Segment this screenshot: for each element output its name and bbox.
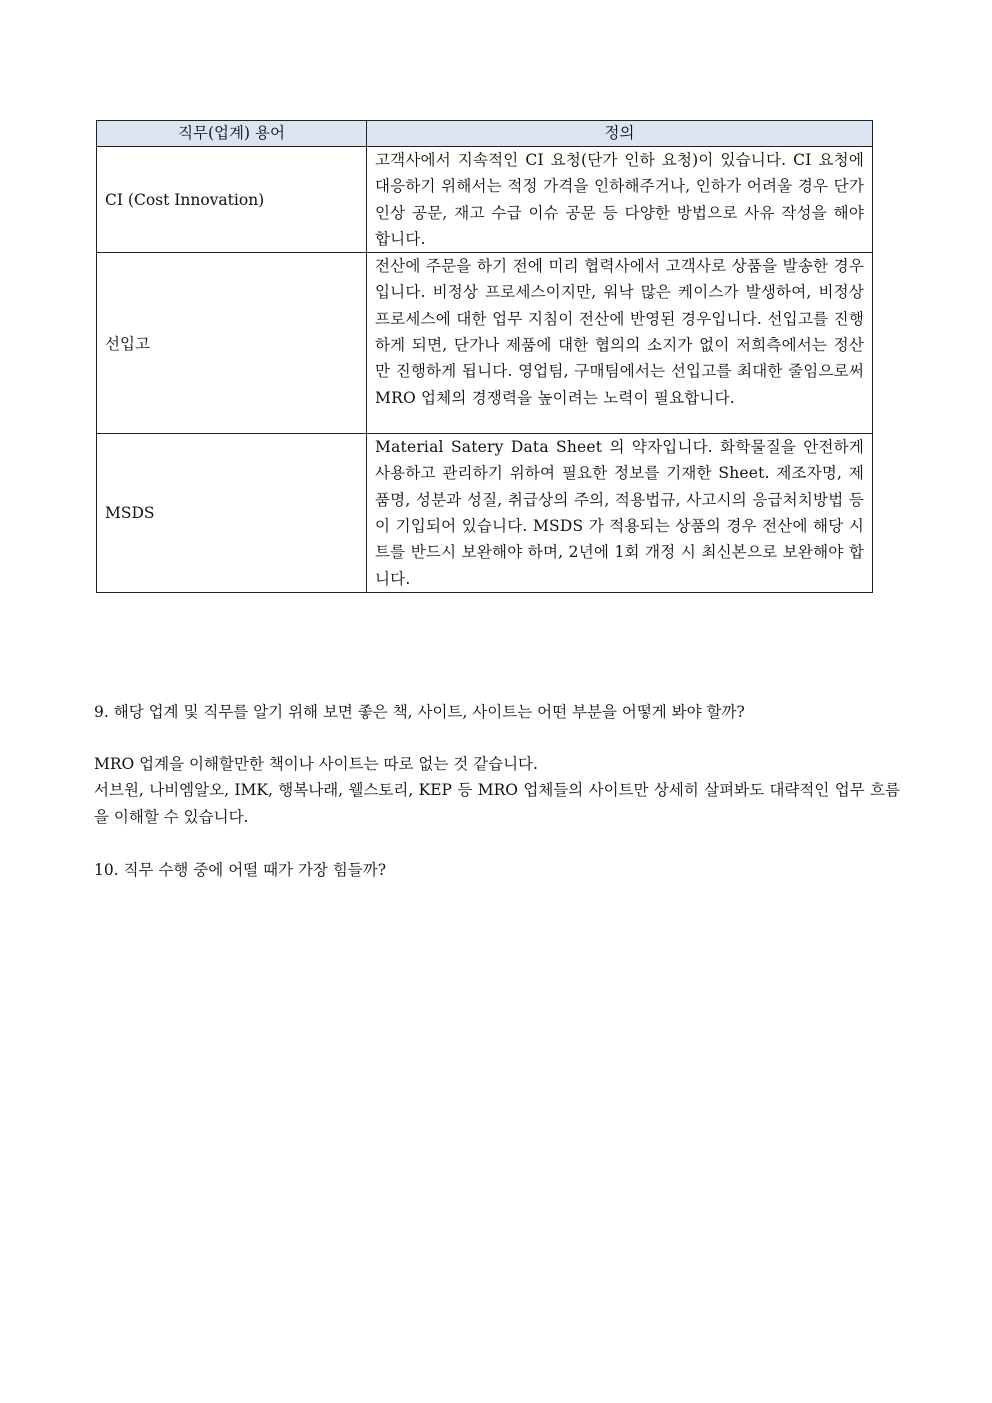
definition-cell: 전산에 주문을 하기 전에 미리 협력사에서 고객사로 상품을 발송한 경우입니다. 비정상 프로세스이지만, 워낙 많은 케이스가 발생하여, 비정상 프로세스에 대한 업무 지침이 전산에 반영된 경우입니다. 선입고를 진행하게 되면, 단가나 제품에 대한 협의의 소지가 없이 저희측에서는 정산만 진행하게 됩니다. 영업팀, 구매팀에서는 선입고를 최대한 줄임으로써 MRO 업체의 경쟁력을 높이려는 노력이 필요합니다. <box>367 253 873 434</box>
header-term: 직무(업계) 용어 <box>97 121 367 147</box>
definition-cell: 고객사에서 지속적인 CI 요청(단가 인하 요청)이 있습니다. CI 요청에 대응하기 위해서는 적정 가격을 인하해주거나, 인하가 어려울 경우 단가인상 공문, 재고 수급 이슈 공문 등 다양한 방법으로 사유 작성을 해야 합니다. <box>367 147 873 253</box>
answer-9-line-1: MRO 업계을 이해할만한 책이나 사이트는 따로 없는 것 같습니다. <box>94 755 538 773</box>
terms-table <box>96 120 873 593</box>
term-cell: CI (Cost Innovation) <box>97 147 367 253</box>
answer-9-line-2: 서브원, 나비엠알오, IMK, 행복나래, 웰스토리, KEP 등 MRO 업체들의 사이트만 상세히 살펴봐도 대략적인 업무 흐름을 이해할 수 있습니다. <box>94 781 900 826</box>
table-row <box>97 434 873 593</box>
question-9: 9. 해당 업계 및 직무를 알기 위해 보면 좋은 책, 사이트, 사이트는 어떤 부분을 어떻게 봐야 할까? <box>94 703 745 721</box>
term-cell: MSDS <box>97 434 367 593</box>
table-row <box>97 253 873 434</box>
term-cell: 선입고 <box>97 253 367 434</box>
definition-cell: Material Satery Data Sheet 의 약자입니다. 화학물질을 안전하게 사용하고 관리하기 위하여 필요한 정보를 기재한 Sheet. 제조자명, 제품명, 성분과 성질, 취급상의 주의, 적용법규, 사고시의 응급처치방법 등이 기입되어 있습니다. MSDS 가 적용되는 상품의 경우 전산에 해당 시트를 반드시 보완해야 하며, 2년에 1회 개정 시 최신본으로 보완해야 합니다. <box>367 434 873 593</box>
table-header-row <box>97 121 873 147</box>
table-row <box>97 147 873 253</box>
question-10: 10. 직무 수행 중에 어떨 때가 가장 힘들까? <box>94 861 387 879</box>
header-definition: 정의 <box>367 121 873 147</box>
